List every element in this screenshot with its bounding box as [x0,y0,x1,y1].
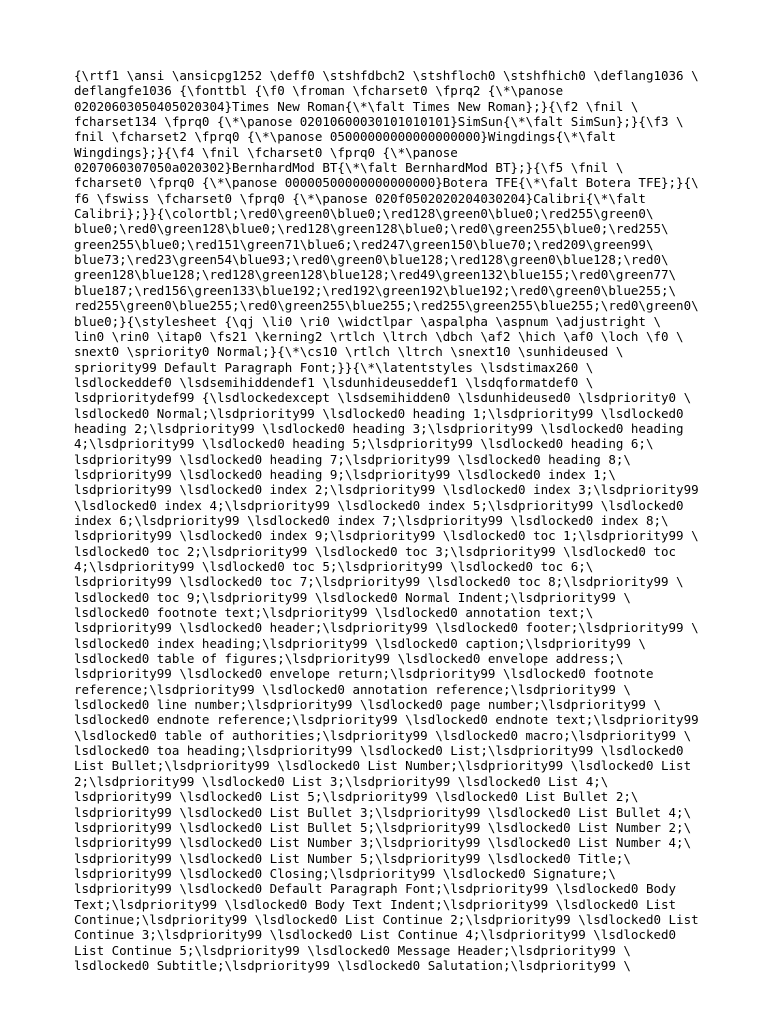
text-line: fcharset134 \fprq0 {\*\panose 02010600030101010101}SimSun{\*\falt SimSun};}{\f3 \ [74,114,684,130]
text-line: lsdpriority99 \lsdlocked0 toc 7;\lsdpriority99 \lsdlocked0 toc 8;\lsdpriority99 \ [74,574,684,590]
text-line: Continue 3;\lsdpriority99 \lsdlocked0 List Continue 4;\lsdpriority99 \lsdlocked0 [74,927,677,943]
text-line: blue0;\red0\green128\blue0;\red128\green128\blue0;\red0\green255\blue0;\red255\ [74,221,669,237]
text-line: List Bullet;\lsdpriority99 \lsdlocked0 List Number;\lsdpriority99 \lsdlocked0 List [74,758,692,774]
text-line: heading 2;\lsdpriority99 \lsdlocked0 heading 3;\lsdpriority99 \lsdlocked0 heading [74,420,684,436]
text-line: lsdpriority99 \lsdlocked0 Closing;\lsdpriority99 \lsdlocked0 Signature;\ [74,865,616,881]
text-line: lsdlocked0 index heading;\lsdpriority99 \lsdlocked0 caption;\lsdpriority99 \ [74,635,646,651]
text-line: reference;\lsdpriority99 \lsdlocked0 annotation reference;\lsdpriority99 \ [74,681,631,697]
text-line: lsdpriority99 \lsdlocked0 index 9;\lsdpriority99 \lsdlocked0 toc 1;\lsdpriority99 \ [74,528,699,544]
text-line: lsdlocked0 table of figures;\lsdpriority99 \lsdlocked0 envelope address;\ [74,651,624,667]
text-line: lsdpriority99 \lsdlocked0 heading 9;\lsdpriority99 \lsdlocked0 index 1;\ [74,466,616,482]
text-line: deflangfe1036 {\fonttbl {\f0 \froman \fcharset0 \fprq2 {\*\panose [74,83,564,99]
text-line: lin0 \rin0 \itap0 \fs21 \kerning2 \rtlch \ltrch \dbch \af2 \hich \af0 \loch \f0 \ [74,328,684,344]
text-line: index 6;\lsdpriority99 \lsdlocked0 index 7;\lsdpriority99 \lsdlocked0 index 8;\ [74,512,669,528]
text-line: {\rtf1 \ansi \ansicpg1252 \deff0 \stshfdbch2 \stshfloch0 \stshfhich0 \deflang1036 \ [74,68,699,83]
text-line: spriority99 Default Paragraph Font;}}{\*\latentstyles \lsdstimax260 \ [74,359,594,375]
text-line: lsdpriority99 \lsdlocked0 heading 7;\lsdpriority99 \lsdlocked0 heading 8;\ [74,451,631,467]
text-line: blue73;\red23\green54\blue93;\red0\green0\blue128;\red128\green0\blue128;\red0\ [74,252,669,268]
text-line: Wingdings};}{\f4 \fnil \fcharset0 \fprq0 {\*\panose [74,144,458,160]
text-line: 4;\lsdpriority99 \lsdlocked0 toc 5;\lsdpriority99 \lsdlocked0 toc 6;\ [74,559,594,574]
text-line: lsdlocked0 Subtitle;\lsdpriority99 \lsdlocked0 Salutation;\lsdpriority99 \ [74,957,631,973]
text-line: lsdlocked0 toc 2;\lsdpriority99 \lsdlocked0 toc 3;\lsdpriority99 \lsdlocked0 toc [74,543,677,559]
text-line: lsdpriority99 \lsdlocked0 envelope return;\lsdpriority99 \lsdlocked0 footnote [74,666,654,682]
text-line: \lsdlocked0 index 4;\lsdpriority99 \lsdlocked0 index 5;\lsdpriority99 \lsdlocked0 [74,497,684,513]
text-line: lsdlocked0 Normal;\lsdpriority99 \lsdlocked0 heading 1;\lsdpriority99 \lsdlocked0 [74,405,684,421]
text-line: Text;\lsdpriority99 \lsdlocked0 Body Text Indent;\lsdpriority99 \lsdlocked0 List [74,896,677,912]
text-line: lsdpriority99 \lsdlocked0 List Bullet 5;\lsdpriority99 \lsdlocked0 List Number 2;\ [74,819,692,835]
text-line: lsdpriority99 \lsdlocked0 List Bullet 3;\lsdpriority99 \lsdlocked0 List Bullet 4;\ [74,804,692,820]
text-line: Continue;\lsdpriority99 \lsdlocked0 List Continue 2;\lsdpriority99 \lsdlocked0 List [74,911,699,927]
text-line: red255\green0\blue255;\red0\green255\blue255;\red255\green255\blue255;\red0\green0\ [74,298,699,314]
text-line: lsdprioritydef99 {\lsdlockedexcept \lsdsemihidden0 \lsdunhideused0 \lsdpriority0 \ [74,390,692,406]
text-line: lsdlocked0 footnote text;\lsdpriority99 \lsdlocked0 annotation text;\ [74,605,594,621]
text-line: blue0;}{\stylesheet {\qj \li0 \ri0 \widctlpar \aspalpha \aspnum \adjustright \ [74,313,661,329]
text-line: lsdlockeddef0 \lsdsemihiddendef1 \lsdunhideuseddef1 \lsdqformatdef0 \ [74,374,594,390]
text-line: lsdlocked0 line number;\lsdpriority99 \lsdlocked0 page number;\lsdpriority99 \ [74,697,661,713]
text-line: lsdlocked0 toa heading;\lsdpriority99 \lsdlocked0 List;\lsdpriority99 \lsdlocked0 [74,743,684,759]
text-line: green128\blue128;\red128\green128\blue128;\red49\green132\blue155;\red0\green77\ [74,267,677,283]
text-line: green255\blue0;\red151\green71\blue6;\red247\green150\blue70;\red209\green99\ [74,236,654,252]
text-line: lsdpriority99 \lsdlocked0 Default Paragraph Font;\lsdpriority99 \lsdlocked0 Body [74,881,677,897]
text-line: \lsdlocked0 table of authorities;\lsdpriority99 \lsdlocked0 macro;\lsdpriority99 \ [74,727,692,743]
text-line: fcharset0 \fprq0 {\*\panose 00000500000000000000}Botera TFE{\*\falt Botera TFE};}{\ [74,175,699,191]
text-line: f6 \fswiss \fcharset0 \fprq0 {\*\panose 020f0502020204030204}Calibri{\*\falt [74,190,646,206]
text-line: lsdlocked0 endnote reference;\lsdpriority99 \lsdlocked0 endnote text;\lsdpriority99 [74,712,699,728]
text-line: lsdpriority99 \lsdlocked0 List Number 3;\lsdpriority99 \lsdlocked0 List Number 4;\ [74,835,692,851]
text-line: Calibri};}}{\colortbl;\red0\green0\blue0;\red128\green0\blue0;\red255\green0\ [74,206,654,222]
text-line: 2;\lsdpriority99 \lsdlocked0 List 3;\lsdpriority99 \lsdlocked0 List 4;\ [74,773,609,789]
text-line: snext0 \spriority0 Normal;}{\*\cs10 \rtlch \ltrch \snext10 \sunhideused \ [74,344,624,360]
text-line: lsdpriority99 \lsdlocked0 List Number 5;\lsdpriority99 \lsdlocked0 Title;\ [74,850,631,866]
text-line: fnil \fcharset2 \fprq0 {\*\panose 05000000000000000000}Wingdings{\*\falt [74,129,616,145]
text-line: List Continue 5;\lsdpriority99 \lsdlocked0 Message Header;\lsdpriority99 \ [74,942,631,958]
text-line: 0207060307050a020302}BernhardMod BT{\*\falt BernhardMod BT};}{\f5 \fnil \ [74,160,624,176]
text-line: lsdlocked0 toc 9;\lsdpriority99 \lsdlocked0 Normal Indent;\lsdpriority99 \ [74,589,631,605]
text-line: lsdpriority99 \lsdlocked0 index 2;\lsdpriority99 \lsdlocked0 index 3;\lsdpriority99 [74,482,699,498]
text-line: 4;\lsdpriority99 \lsdlocked0 heading 5;\lsdpriority99 \lsdlocked0 heading 6;\ [74,436,654,452]
text-line: blue187;\red156\green133\blue192;\red192\green192\blue192;\red0\green0\blue255;\ [74,282,677,298]
text-line: lsdpriority99 \lsdlocked0 List 5;\lsdpriority99 \lsdlocked0 List Bullet 2;\ [74,789,639,805]
text-line: 02020603050405020304}Times New Roman{\*\falt Times New Roman};}{\f2 \fnil \ [74,98,639,114]
rtf-source-text [74,68,714,973]
text-line: lsdpriority99 \lsdlocked0 header;\lsdpriority99 \lsdlocked0 footer;\lsdpriority99 \ [74,620,699,636]
